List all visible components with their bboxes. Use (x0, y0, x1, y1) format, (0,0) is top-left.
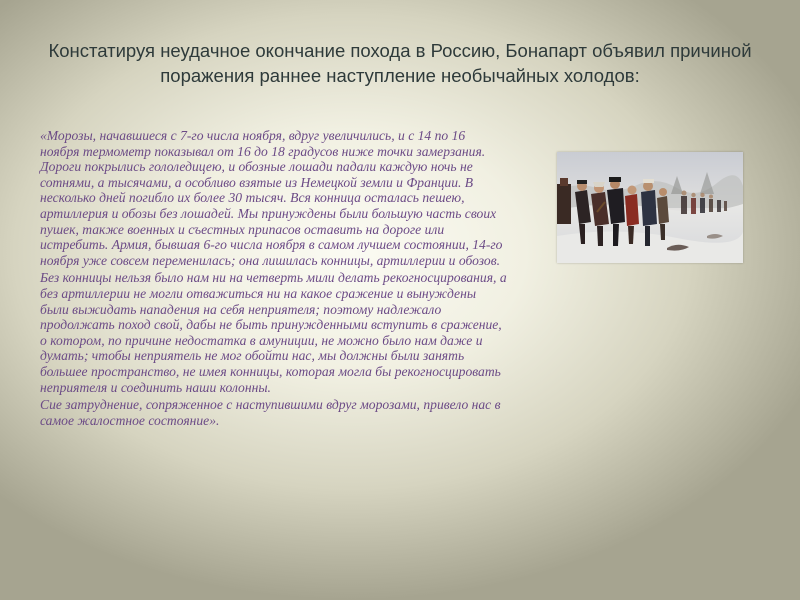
quote-text (40, 128, 508, 430)
quote-paragraph-2: Без конницы нельзя было нам ни на четверть мили делать рекогносцирования, а без артиллерии не могли отважиться ни на какое сражение и вынуждены были выжидать нападения на себя неприятеля; поэтому надлежало продолжать поход свой, дабы не быть принужденными вступить в сражение, о котором, по причине недостатка в амуниции, не можно было нам даже и думать; чтобы неприятель не мог обойти нас, мы должны были занять большее пространство, не имея конницы, которая могла бы рекогносцировать неприятеля и соединить наши колонны. (40, 270, 507, 395)
quote-paragraph-1: «Морозы, начавшиеся с 7-го числа ноября, вдруг увеличились, и с 14 по 16 ноября термометр показывал от 16 до 18 градусов ниже точки замерзания. Дороги покрылись гололедицею, и обозные лошади падали каждую ночь не сотнями, а тысячами, а особливо взятые из Немецкой земли и Франции. В несколько дней погибло их более 30 тысяч. Вся конница осталась пешею, артиллерия и обозы без лошадей. Мы принуждены были большую часть своих пушек, также военных и съестных припасов оставить на дороге или истребить. Армия, бывшая 6-го числа ноября в самом лучшем состоянии, 14-го ноября уже совсем переменилась; она лишилась конницы, артиллерии и обозов. (40, 128, 503, 268)
quote-paragraph-3: Сие затруднение, сопряженное с наступившими вдруг морозами, привело нас в самое жалостное состояние». (40, 397, 501, 428)
winter-retreat-painting (557, 152, 743, 263)
painting-image (557, 152, 743, 263)
slide-title: Констатируя неудачное окончание похода в Россию, Бонапарт объявил причиной поражения раннее наступление необычайных холодов: (48, 40, 752, 86)
